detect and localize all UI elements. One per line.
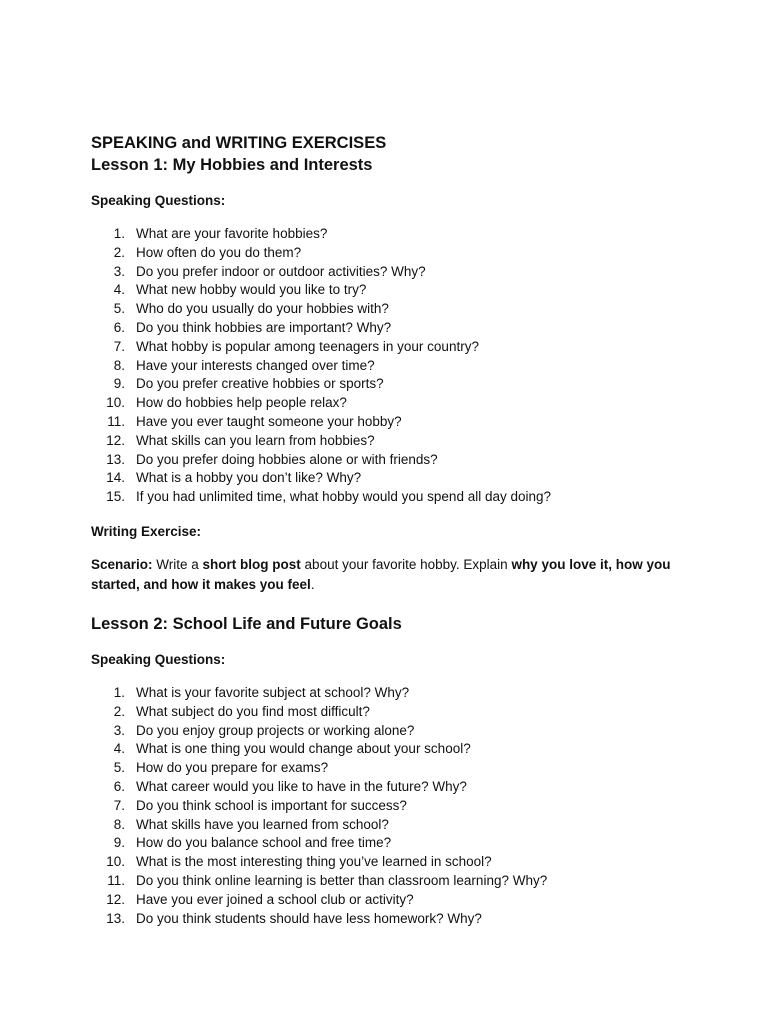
question-number: 2. bbox=[113, 703, 125, 719]
question-number: 3. bbox=[113, 722, 125, 738]
document-title: SPEAKING and WRITING EXERCISES bbox=[91, 134, 387, 152]
scenario-text-3: . bbox=[310, 576, 315, 592]
question-text: What are your favorite hobbies? bbox=[136, 226, 328, 241]
question-number: 9. bbox=[113, 835, 125, 851]
question-text: How do you prepare for exams? bbox=[136, 760, 329, 776]
question-number: 3. bbox=[113, 263, 125, 279]
question-item bbox=[91, 759, 691, 778]
document-content bbox=[91, 132, 691, 928]
question-text: What new hobby would you like to try? bbox=[136, 282, 367, 298]
question-item bbox=[91, 703, 691, 722]
question-text: Have your interests changed over time? bbox=[136, 357, 375, 373]
question-item bbox=[91, 244, 691, 263]
question-number: 8. bbox=[113, 357, 125, 373]
question-number: 4. bbox=[113, 741, 125, 757]
question-text: What is a hobby you don’t like? Why? bbox=[136, 470, 362, 486]
question-text: Who do you usually do your hobbies with? bbox=[136, 301, 389, 317]
question-text: What is one thing you would change about your school? bbox=[136, 741, 471, 757]
question-text: What skills have you learned from school? bbox=[136, 816, 389, 832]
question-text: Have you ever taught someone your hobby? bbox=[136, 413, 402, 429]
question-text: What career would you like to have in the future? Why? bbox=[136, 778, 467, 794]
question-text: Do you prefer doing hobbies alone or with friends? bbox=[136, 451, 438, 467]
lesson2-title: Lesson 2: School Life and Future Goals bbox=[91, 614, 402, 633]
question-number: 5. bbox=[113, 760, 125, 776]
question-item bbox=[91, 722, 691, 741]
question-item bbox=[91, 853, 691, 872]
question-item bbox=[91, 394, 691, 413]
question-item bbox=[91, 740, 691, 759]
question-number: 5. bbox=[113, 301, 125, 317]
question-text: How often do you do them? bbox=[136, 244, 302, 260]
question-number: 2. bbox=[113, 244, 125, 260]
question-number: 1. bbox=[113, 684, 125, 700]
question-item bbox=[91, 872, 691, 891]
question-item bbox=[91, 834, 691, 853]
question-item bbox=[91, 816, 691, 835]
question-text: Do you think students should have less homework? Why? bbox=[136, 910, 482, 926]
scenario-label: Scenario: bbox=[91, 556, 153, 572]
question-number: 14. bbox=[106, 470, 125, 486]
question-text: Have you ever joined a school club or activity? bbox=[136, 891, 414, 907]
question-item bbox=[91, 797, 691, 816]
question-item bbox=[91, 263, 691, 282]
question-text: How do hobbies help people relax? bbox=[136, 395, 347, 411]
question-number: 9. bbox=[113, 376, 125, 392]
question-item bbox=[91, 375, 691, 394]
question-text: Do you think school is important for success? bbox=[136, 797, 407, 813]
question-number: 13. bbox=[106, 451, 125, 467]
question-number: 13. bbox=[106, 910, 125, 926]
lesson1-writing-label: Writing Exercise: bbox=[91, 523, 202, 539]
lesson1-speaking-label: Speaking Questions: bbox=[91, 193, 226, 208]
question-text: Do you think online learning is better than classroom learning? Why? bbox=[136, 872, 548, 888]
question-number: 7. bbox=[113, 338, 125, 354]
question-number: 10. bbox=[106, 395, 125, 411]
question-text: What is the most interesting thing you’ve learned in school? bbox=[136, 854, 492, 870]
question-text: Do you enjoy group projects or working alone? bbox=[136, 722, 415, 738]
question-item bbox=[91, 778, 691, 797]
question-number: 7. bbox=[113, 797, 125, 813]
question-item bbox=[91, 300, 691, 319]
scenario-bold-1: short blog post bbox=[202, 556, 301, 572]
lesson1-question-list bbox=[91, 225, 691, 507]
question-item bbox=[91, 413, 691, 432]
question-text: What skills can you learn from hobbies? bbox=[136, 432, 375, 448]
question-item bbox=[91, 225, 691, 244]
question-number: 11. bbox=[107, 413, 125, 429]
question-item bbox=[91, 910, 691, 929]
question-text: What hobby is popular among teenagers in your country? bbox=[136, 338, 479, 354]
question-item bbox=[91, 432, 691, 451]
lesson1-scenario bbox=[91, 555, 671, 595]
question-item bbox=[91, 451, 691, 470]
question-number: 6. bbox=[113, 778, 125, 794]
scenario-text-2: about your favorite hobby. Explain bbox=[300, 556, 512, 572]
question-text: If you had unlimited time, what hobby would you spend all day doing? bbox=[136, 489, 552, 505]
question-number: 4. bbox=[113, 282, 125, 298]
question-item bbox=[91, 469, 691, 488]
question-text: Do you prefer creative hobbies or sports? bbox=[136, 376, 384, 392]
question-number: 10. bbox=[106, 854, 125, 870]
question-number: 6. bbox=[113, 319, 125, 335]
question-number: 11. bbox=[107, 872, 125, 888]
question-item bbox=[91, 684, 691, 703]
lesson1-title: Lesson 1: My Hobbies and Interests bbox=[91, 156, 373, 174]
question-text: What is your favorite subject at school? Why? bbox=[136, 684, 410, 700]
question-text: Do you think hobbies are important? Why? bbox=[136, 319, 392, 335]
question-item bbox=[91, 891, 691, 910]
question-text: What subject do you find most difficult? bbox=[136, 703, 370, 719]
question-item bbox=[91, 357, 691, 376]
question-item bbox=[91, 488, 691, 507]
question-item bbox=[91, 338, 691, 357]
lesson2-speaking-label: Speaking Questions: bbox=[91, 651, 226, 667]
scenario-bold-2: why you love it, how you started, and how it makes you feel bbox=[91, 556, 671, 592]
question-number: 12. bbox=[106, 432, 125, 448]
question-number: 15. bbox=[106, 489, 125, 505]
question-text: How do you balance school and free time? bbox=[136, 835, 392, 851]
question-number: 8. bbox=[113, 816, 125, 832]
question-item bbox=[91, 319, 691, 338]
question-number: 1. bbox=[113, 226, 125, 241]
lesson2-question-list bbox=[91, 684, 691, 928]
question-number: 12. bbox=[106, 891, 125, 907]
question-text: Do you prefer indoor or outdoor activities? Why? bbox=[136, 263, 426, 279]
scenario-text-1: Write a bbox=[152, 556, 203, 572]
question-item bbox=[91, 281, 691, 300]
